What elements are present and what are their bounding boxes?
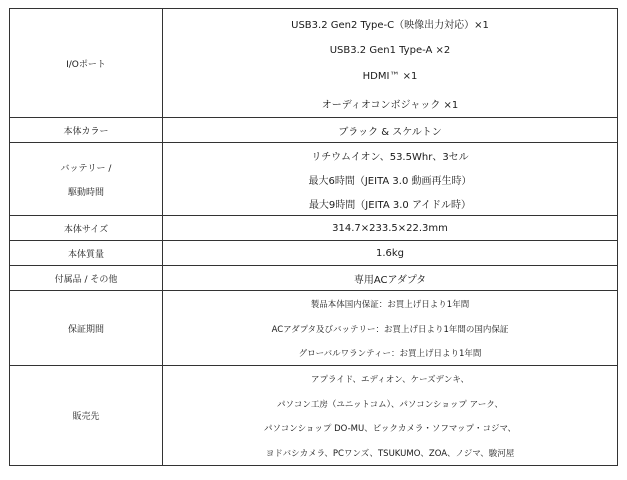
table-row-weight	[10, 241, 618, 266]
row-label: バッテリー /	[60, 163, 112, 174]
row-value-cell	[163, 216, 618, 241]
row-label: 本体質量	[67, 249, 104, 260]
row-value-cell	[163, 266, 618, 291]
row-label: 本体カラー	[63, 126, 109, 137]
value-line: グローバルワランティー：お買上げ日より1年間	[298, 349, 482, 359]
table-row-retailers	[10, 366, 618, 466]
value-line: ヨドバシカメラ、PCワンズ、TSUKUMO、ZOA、ノジマ、駿河屋	[265, 448, 515, 459]
value-line: 専用ACアダプタ	[353, 274, 427, 286]
row-label: 本体サイズ	[63, 224, 109, 235]
row-label: 保証期間	[67, 324, 104, 335]
row-label: 駆動時間	[67, 187, 104, 198]
row-label-cell	[10, 9, 163, 118]
row-value-cell	[163, 143, 618, 216]
row-value-cell	[163, 366, 618, 466]
row-label-cell	[10, 366, 163, 466]
table-row-warranty	[10, 291, 618, 366]
row-value-cell	[163, 291, 618, 366]
value-line: オーディオコンボジャック ×1	[321, 99, 459, 111]
value-line: 最大9時間（JEITA 3.0 アイドル時）	[308, 199, 472, 211]
table-row-battery	[10, 143, 618, 216]
row-value-cell	[163, 241, 618, 266]
row-value-cell	[163, 9, 618, 118]
value-line: ブラック & スケルトン	[338, 126, 442, 138]
value-line: パソコン工房（ユニットコム）、パソコンショップ アーク、	[277, 399, 503, 410]
spec-table	[9, 8, 618, 466]
table-row-color	[10, 118, 618, 143]
row-label-cell	[10, 216, 163, 241]
row-label: 付属品 / その他	[54, 274, 118, 285]
row-label-cell	[10, 241, 163, 266]
value-line: パソコンショップ DO-MU、ビックカメラ・ソフマップ・コジマ、	[263, 424, 517, 434]
row-label-cell	[10, 118, 163, 143]
value-line: 最大6時間（JEITA 3.0 動画再生時）	[308, 175, 472, 187]
table-row-size	[10, 216, 618, 241]
value-line: USB3.2 Gen1 Type-A ×2	[329, 44, 451, 56]
value-line: 1.6kg	[375, 247, 405, 259]
value-line: 製品本体国内保証：お買上げ日より1年間	[310, 299, 470, 310]
table-row-accessories	[10, 266, 618, 291]
value-line: アプライド、エディオン、ケーズデンキ、	[310, 374, 470, 385]
row-label-cell	[10, 143, 163, 216]
value-line: USB3.2 Gen2 Type-C（映像出力対応）×1	[291, 19, 489, 31]
value-line: 314.7×233.5×22.3mm	[332, 222, 448, 234]
row-value-cell	[163, 118, 618, 143]
value-line: HDMI™ ×1	[362, 71, 418, 82]
table-row-io-ports	[10, 9, 618, 118]
value-line: ACアダプタ及びバッテリー：お買上げ日より1年間の国内保証	[271, 324, 509, 335]
row-label: I/Oポート	[66, 59, 106, 70]
row-label-cell	[10, 291, 163, 366]
value-line: リチウムイオン、53.5Whr、3セル	[311, 151, 469, 163]
row-label: 販売先	[72, 412, 100, 422]
row-label-cell	[10, 266, 163, 291]
